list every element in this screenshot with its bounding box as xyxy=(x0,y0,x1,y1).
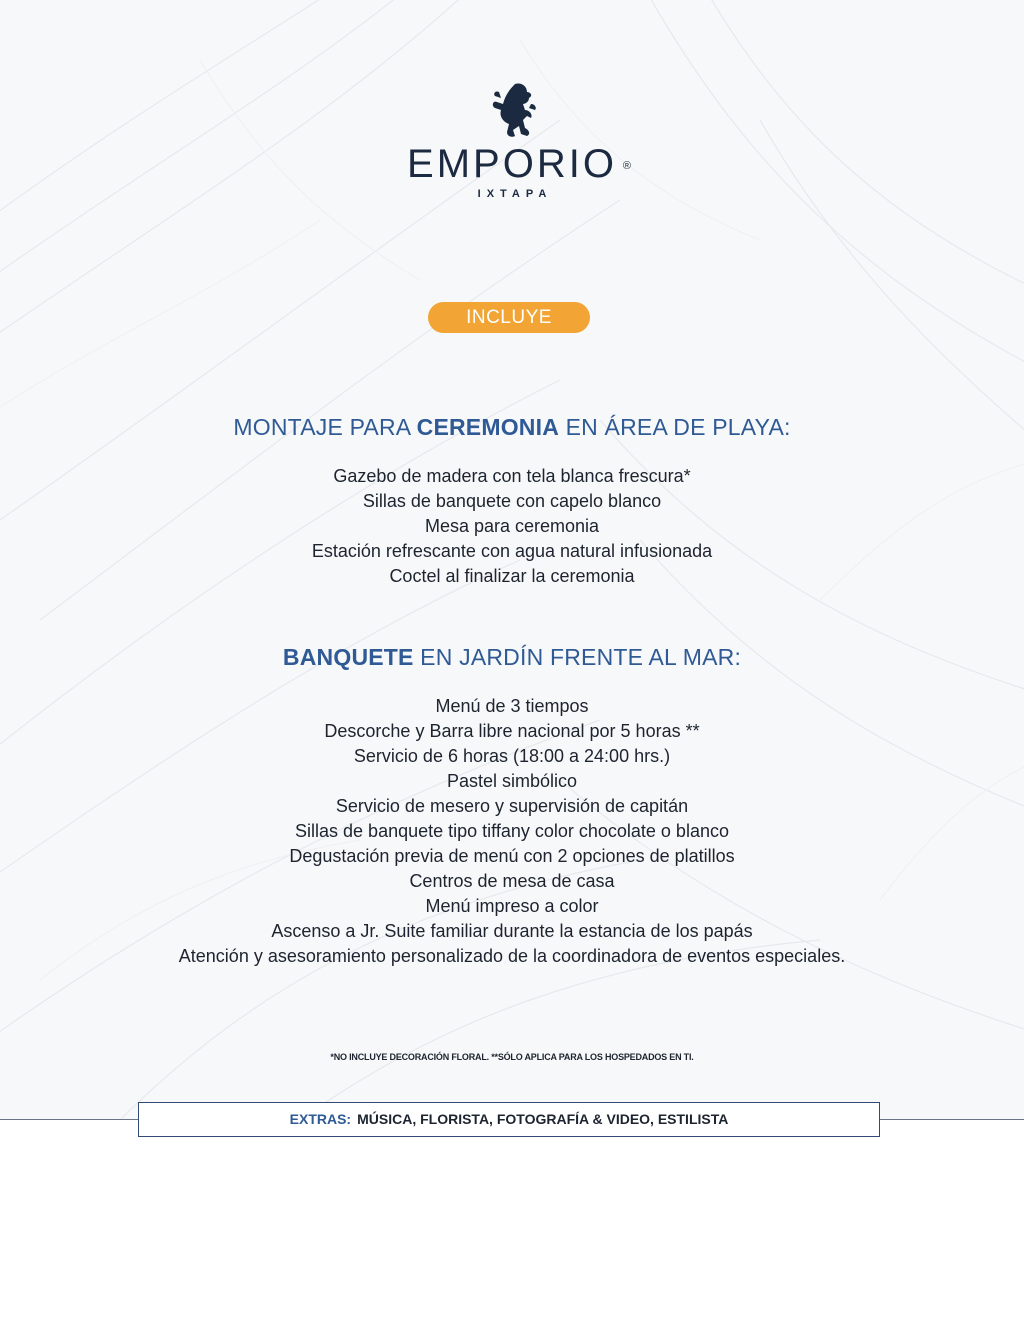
brand-location: IXTAPA xyxy=(477,188,553,200)
extras-value: MÚSICA, FLORISTA, FOTOGRAFÍA & VIDEO, ESTILISTA xyxy=(357,1111,729,1127)
registered-mark: ® xyxy=(622,160,631,172)
list-item: Menú impreso a color xyxy=(425,896,599,916)
footnote: *NO INCLUYE DECORACIÓN FLORAL. **SÓLO APLICA PARA LOS HOSPEDADOS EN TI. xyxy=(330,1052,694,1062)
ceremony-heading-pre: MONTAJE PARA xyxy=(233,414,417,440)
ceremony-list xyxy=(0,464,1024,589)
list-item: Descorche y Barra libre nacional por 5 horas ** xyxy=(324,721,700,741)
list-item: Centros de mesa de casa xyxy=(409,871,615,891)
brand-name xyxy=(407,142,631,186)
banquet-heading xyxy=(0,644,1024,671)
ceremony-heading-post: EN ÁREA DE PLAYA: xyxy=(559,414,791,440)
extras-label: EXTRAS: xyxy=(289,1111,352,1127)
ceremony-heading-bold: CEREMONIA xyxy=(416,414,560,440)
list-item: Servicio de mesero y supervisión de capitán xyxy=(335,796,689,816)
list-item: Servicio de 6 horas (18:00 a 24:00 hrs.) xyxy=(353,746,671,766)
list-item: Menú de 3 tiempos xyxy=(435,696,589,716)
banquet-list xyxy=(0,694,1024,969)
list-item: Pastel simbólico xyxy=(446,771,578,791)
lion-rampant-icon xyxy=(485,80,539,140)
list-item: Gazebo de madera con tela blanca frescura* xyxy=(333,466,691,486)
includes-badge: INCLUYE xyxy=(428,302,590,333)
list-item: Mesa para ceremonia xyxy=(424,516,600,536)
logo xyxy=(0,80,1024,200)
ceremony-heading xyxy=(0,414,1024,441)
list-item: Sillas de banquete con capelo blanco xyxy=(362,491,662,511)
brand-text: EMPORIO xyxy=(407,142,617,186)
list-item: Degustación previa de menú con 2 opciones de platillos xyxy=(289,846,735,866)
extras-box xyxy=(138,1102,880,1137)
list-item: Sillas de banquete tipo tiffany color chocolate o blanco xyxy=(295,821,729,841)
banquet-heading-post: EN JARDÍN FRENTE AL MAR: xyxy=(413,644,742,670)
list-item: Coctel al finalizar la ceremonia xyxy=(389,566,635,586)
list-item: Estación refrescante con agua natural infusionada xyxy=(311,541,713,561)
list-item: Atención y asesoramiento personalizado de la coordinadora de eventos especiales. xyxy=(178,946,846,966)
list-item: Ascenso a Jr. Suite familiar durante la estancia de los papás xyxy=(271,921,753,941)
banquet-heading-bold: BANQUETE xyxy=(282,644,414,670)
